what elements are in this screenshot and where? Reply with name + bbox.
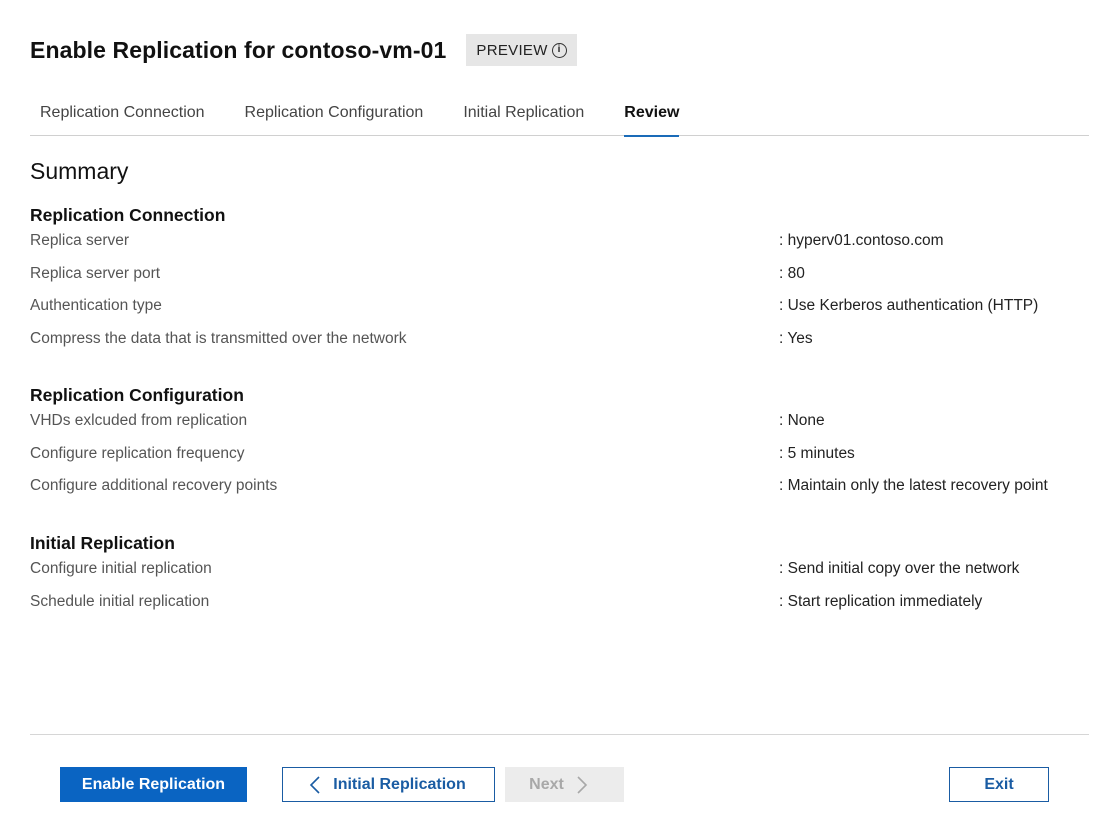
summary-row — [30, 230, 1089, 263]
row-value: : 5 minutes — [779, 444, 855, 462]
row-label: Configure initial replication — [30, 560, 212, 577]
row-value: : None — [779, 412, 825, 429]
page-title: Enable Replication for contoso-vm-01 — [30, 36, 447, 63]
exit-button[interactable] — [949, 767, 1049, 802]
tab-review[interactable]: Review — [614, 102, 689, 136]
preview-badge-label: PREVIEW — [476, 41, 548, 59]
summary-row — [30, 263, 1089, 296]
summary-row — [30, 558, 1089, 591]
summary-row — [30, 591, 1089, 624]
tab-initial-replication[interactable]: Initial Replication — [463, 104, 585, 121]
row-value: : Start replication immediately — [779, 592, 983, 610]
summary-row — [30, 295, 1089, 328]
enable-replication-label: Enable Replication — [81, 775, 226, 793]
chevron-right-icon — [576, 775, 588, 795]
enable-replication-button[interactable] — [60, 767, 247, 802]
preview-badge[interactable] — [466, 34, 576, 66]
section-heading: Initial Replication — [30, 533, 175, 553]
row-label: VHDs exlcuded from replication — [30, 412, 248, 429]
summary-row — [30, 443, 1089, 476]
row-value: : Send initial copy over the network — [779, 560, 1020, 577]
summary-row — [30, 410, 1089, 443]
chevron-left-icon — [309, 775, 321, 795]
row-value: : Maintain only the latest recovery point — [779, 477, 1048, 494]
section-initial-replication — [30, 530, 1089, 623]
back-button-label: Initial Replication — [333, 775, 466, 793]
section-replication-connection — [30, 202, 1089, 360]
page-header — [30, 34, 577, 66]
footer-divider — [30, 734, 1089, 735]
row-label: Compress the data that is transmitted over the network — [30, 329, 407, 347]
row-label: Authentication type — [30, 297, 162, 314]
exit-button-label: Exit — [984, 775, 1014, 793]
row-label: Configure replication frequency — [30, 444, 245, 462]
section-replication-configuration — [30, 382, 1089, 508]
wizard-tabs — [30, 102, 1089, 136]
row-label: Replica server port — [30, 264, 161, 282]
row-label: Schedule initial replication — [30, 592, 210, 610]
section-heading: Replication Configuration — [30, 385, 244, 405]
next-button-label: Next — [529, 775, 564, 793]
row-value: : hyperv01.contoso.com — [779, 232, 944, 249]
tab-replication-connection[interactable]: Replication Connection — [40, 104, 205, 121]
row-label: Configure additional recovery points — [30, 477, 278, 494]
row-label: Replica server — [30, 232, 130, 249]
summary-title: Summary — [30, 158, 129, 184]
summary-row — [30, 475, 1089, 508]
section-heading: Replication Connection — [30, 205, 226, 225]
summary-row — [30, 328, 1089, 361]
next-button[interactable] — [505, 767, 624, 802]
row-value: : Use Kerberos authentication (HTTP) — [779, 297, 1039, 314]
info-icon[interactable]: i — [552, 43, 567, 58]
back-button[interactable] — [282, 767, 495, 802]
row-value: : 80 — [779, 264, 805, 282]
tab-replication-configuration[interactable]: Replication Configuration — [244, 104, 424, 121]
row-value: : Yes — [779, 329, 813, 347]
